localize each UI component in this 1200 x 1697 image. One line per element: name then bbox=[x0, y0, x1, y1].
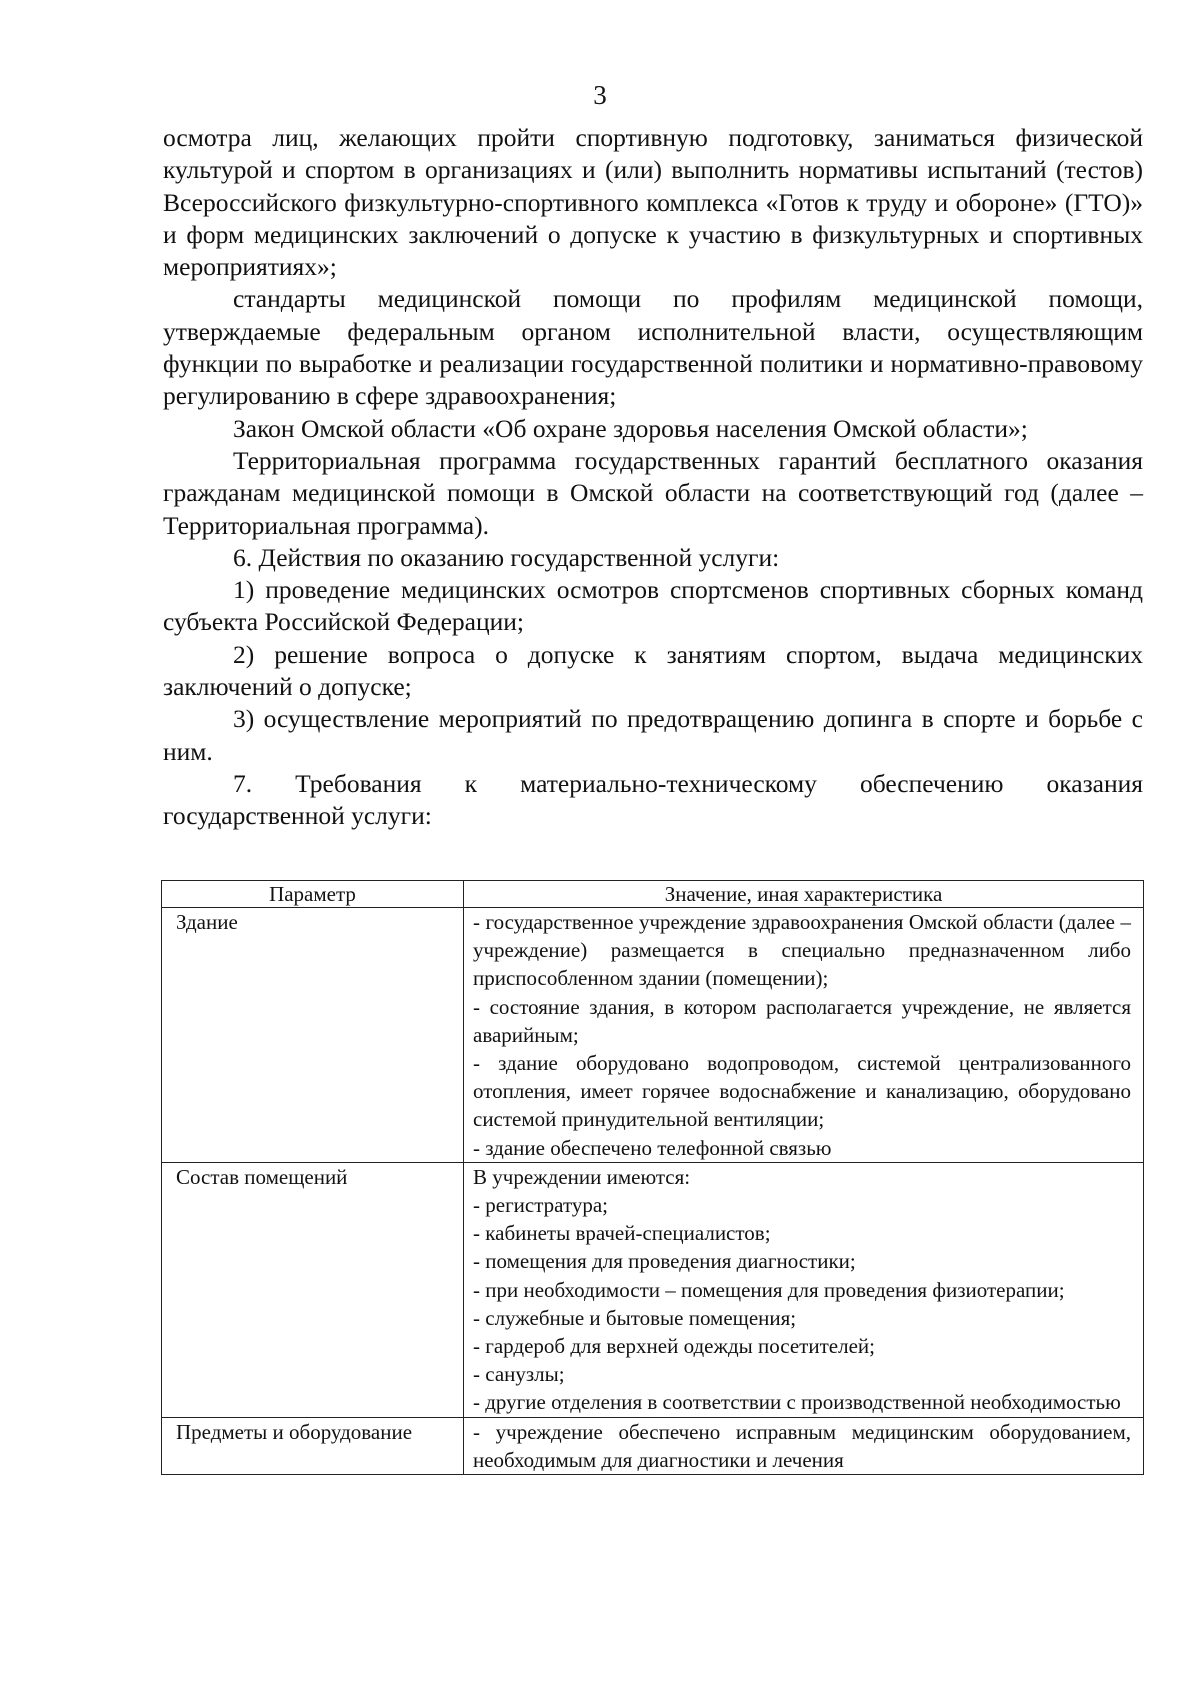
value-line: - учреждение обеспечено исправным медицинским оборудованием, необходимым для диагностики и лечения bbox=[473, 1419, 1131, 1472]
requirements-table bbox=[161, 880, 1144, 1475]
value-line: - служебные и бытовые помещения; bbox=[473, 1305, 797, 1330]
document-body bbox=[163, 122, 1143, 833]
paragraph: 2) решение вопроса о допуске к занятиям спортом, выдача медицинских заключений о допуске; bbox=[163, 639, 1143, 702]
value-line: В учреждении имеются: bbox=[473, 1164, 691, 1189]
paragraph: 1) проведение медицинских осмотров спортсменов спортивных сборных команд субъекта Российской Федерации; bbox=[163, 575, 1143, 637]
column-header-value: Значение, иная характеристика bbox=[464, 881, 1144, 908]
value-line: - санузлы; bbox=[473, 1362, 565, 1387]
value-line: - регистратура; bbox=[473, 1193, 609, 1218]
row-parameter: Состав помещений bbox=[162, 1162, 464, 1417]
paragraph: Закон Омской области «Об охране здоровья населения Омской области»; bbox=[233, 413, 1028, 443]
paragraph: Территориальная программа государственных гарантий бесплатного оказания гражданам медицинской помощи в Омской области на соответствующий год (далее – Территориальная программа). bbox=[163, 445, 1143, 540]
table-row bbox=[162, 1417, 1144, 1474]
row-parameter: Предметы и оборудование bbox=[162, 1417, 464, 1474]
paragraph: 7. Требования к материально-техническому обеспечению оказания государственной услуги: bbox=[163, 768, 1143, 831]
value-line: - государственное учреждение здравоохранения Омской области (далее – учреждение) размещается в специально предназначенном либо приспособленном здании (помещении); bbox=[473, 910, 1131, 991]
value-line: - помещения для проведения диагностики; bbox=[473, 1249, 856, 1274]
table-row bbox=[162, 1162, 1144, 1417]
table-row bbox=[162, 908, 1144, 1163]
value-line: - при необходимости – помещения для проведения физиотерапии; bbox=[473, 1277, 1065, 1302]
paragraph: 3) осуществление мероприятий по предотвращению допинга в спорте и борьбе с ним. bbox=[163, 704, 1143, 766]
row-value bbox=[464, 1162, 1144, 1417]
paragraph: осмотра лиц, желающих пройти спортивную подготовку, заниматься физической культурой и спортом в организациях и (или) выполнить нормативы испытаний (тестов) Всероссийского физкультурно-спортивного комплекса «Готов к труду и обороне» (ГТО)» и форм медицинских заключений о допуске к участию в физкультурных и спортивных мероприятиях»; bbox=[163, 123, 1143, 282]
table-header-row bbox=[162, 881, 1144, 908]
paragraph: стандарты медицинской помощи по профилям медицинской помощи, утверждаемые федеральным органом исполнительной власти, осуществляющим функции по выработке и реализации государственной политики и нормативно-правовому регулированию в сфере здравоохранения; bbox=[163, 284, 1143, 411]
value-line: - здание обеспечено телефонной связью bbox=[473, 1135, 832, 1160]
row-parameter: Здание bbox=[162, 908, 464, 1163]
paragraph: 6. Действия по оказанию государственной услуги: bbox=[233, 542, 780, 572]
page-number: 3 bbox=[593, 80, 607, 110]
value-line: - кабинеты врачей-специалистов; bbox=[473, 1221, 771, 1246]
value-line: - гардероб для верхней одежды посетителей; bbox=[473, 1334, 875, 1359]
value-line: - здание оборудовано водопроводом, системой централизованного отопления, имеет горячее водоснабжение и канализацию, оборудовано системой принудительной вентиляции; bbox=[473, 1051, 1131, 1132]
column-header-parameter: Параметр bbox=[162, 881, 464, 908]
row-value bbox=[464, 908, 1144, 1163]
row-value bbox=[464, 1417, 1144, 1474]
value-line: - другие отделения в соответствии с производственной необходимостью bbox=[473, 1390, 1121, 1415]
value-line: - состояние здания, в котором располагается учреждение, не является аварийным; bbox=[473, 994, 1131, 1047]
